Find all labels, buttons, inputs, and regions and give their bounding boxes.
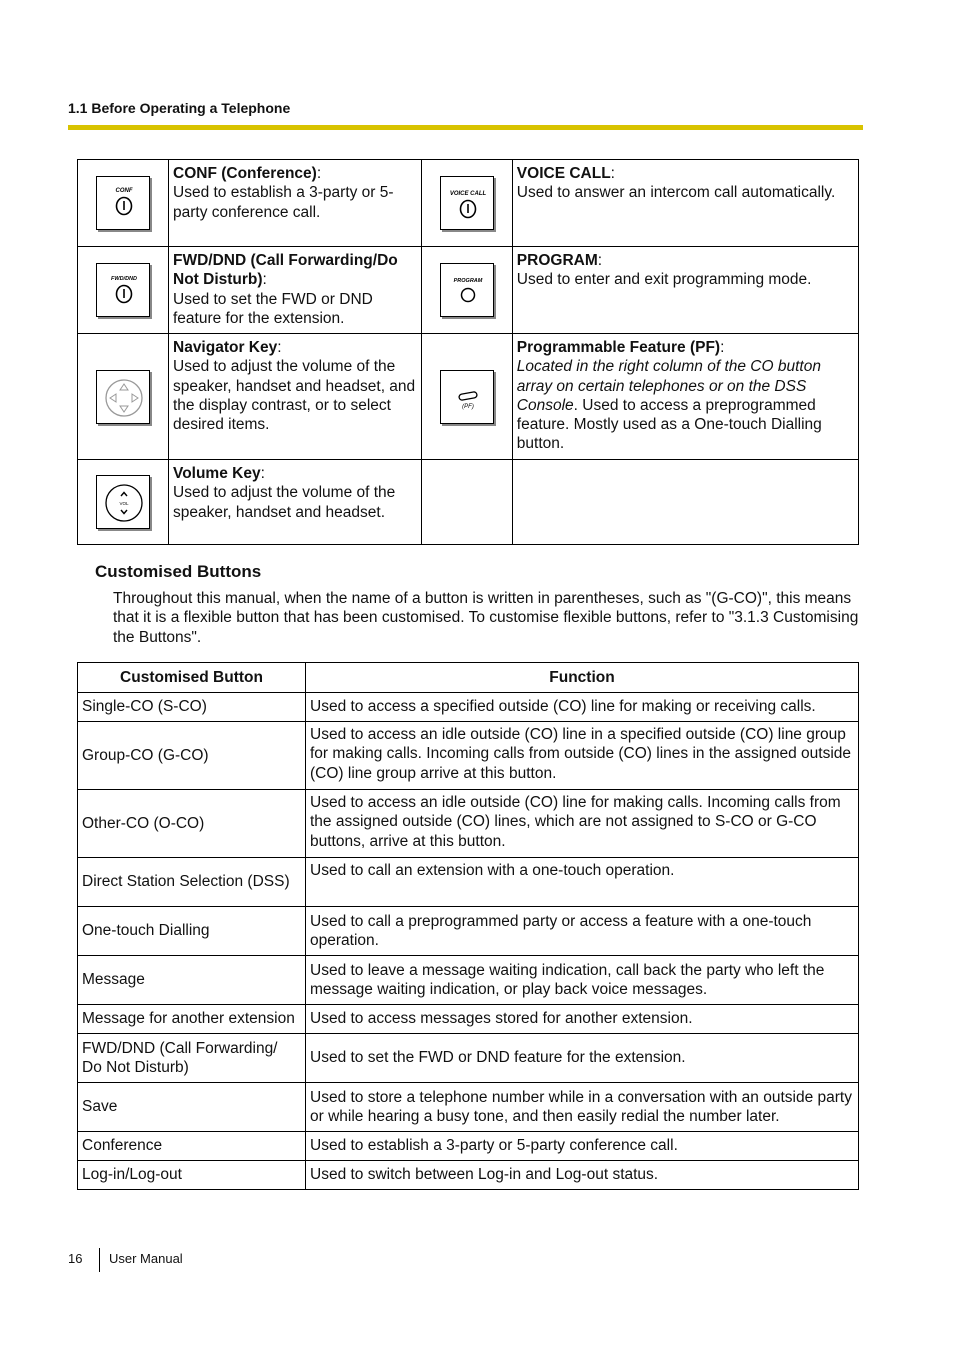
button-name-cell: Save xyxy=(78,1083,306,1132)
table-row xyxy=(78,247,859,334)
column-header: Function xyxy=(306,663,859,693)
table-row xyxy=(78,1161,859,1190)
button-name-cell: Message for another extension xyxy=(78,1005,306,1034)
navigator-description: Navigator Key: Used to adjust the volume of the speaker, handset and headset, and the display contrast, or to select desired items. xyxy=(169,334,422,460)
button-name-cell: Log-in/Log-out xyxy=(78,1161,306,1190)
table-row xyxy=(78,1083,859,1132)
column-header: Customised Button xyxy=(78,663,306,693)
function-cell: Used to access an idle outside (CO) line for making calls. Incoming calls from the assigned outside (CO) lines, which are not assigned to S-CO or G-CO buttons, arrive at this button. xyxy=(306,790,859,858)
buttons-table xyxy=(77,159,859,545)
header-rule xyxy=(68,125,863,130)
conf-description: CONF (Conference): Used to establish a 3-party or 5-party conference call. xyxy=(169,160,422,247)
function-cell: Used to access an idle outside (CO) line in a specified outside (CO) line group for making calls. Incoming calls from outside (CO) lines in the assigned outside (CO) line group arrive at this button. xyxy=(306,722,859,790)
fwd-dnd-key-icon xyxy=(96,263,150,317)
customised-buttons-heading: Customised Buttons xyxy=(95,562,262,581)
footer-title: User Manual xyxy=(109,1251,183,1266)
button-name-cell: One-touch Dialling xyxy=(78,907,306,956)
table-row xyxy=(78,693,859,722)
function-cell: Used to switch between Log-in and Log-out status. xyxy=(306,1161,859,1190)
table-row xyxy=(78,1005,859,1034)
button-name-cell: Other-CO (O-CO) xyxy=(78,790,306,858)
table-row xyxy=(78,790,859,858)
empty-cell xyxy=(512,460,858,545)
table-row xyxy=(78,1132,859,1161)
svg-text:CONF: CONF xyxy=(115,188,133,194)
fwd-dnd-description: FWD/DND (Call Forwarding/Do Not Disturb): Used to set the FWD or DND feature for the extension. xyxy=(169,247,422,334)
function-cell: Used to access messages stored for another extension. xyxy=(306,1005,859,1034)
function-cell: Used to call an extension with a one-touch operation. xyxy=(306,858,859,907)
volume-key-icon xyxy=(96,475,150,529)
table-header-row xyxy=(78,663,859,693)
function-cell: Used to establish a 3-party or 5-party conference call. xyxy=(306,1132,859,1161)
table-row xyxy=(78,956,859,1005)
svg-text:PROGRAM: PROGRAM xyxy=(453,278,483,284)
button-name-cell: FWD/DND (Call Forwarding/ Do Not Disturb) xyxy=(78,1034,306,1083)
footer-divider xyxy=(99,1248,100,1272)
svg-text:FWD/DND: FWD/DND xyxy=(111,276,137,282)
function-cell: Used to call a preprogrammed party or access a feature with a one-touch operation. xyxy=(306,907,859,956)
svg-text:VOICE CALL: VOICE CALL xyxy=(449,191,486,197)
pf-key-icon xyxy=(440,370,494,424)
conf-key-icon xyxy=(96,176,150,230)
program-key-icon xyxy=(440,263,494,317)
button-name-cell: Single-CO (S-CO) xyxy=(78,693,306,722)
svg-text:(PF): (PF) xyxy=(461,403,474,410)
customised-buttons-table xyxy=(77,662,859,1190)
function-cell: Used to set the FWD or DND feature for the extension. xyxy=(306,1034,859,1083)
table-row xyxy=(78,160,859,247)
table-row xyxy=(78,907,859,956)
button-name-cell: Group-CO (G-CO) xyxy=(78,722,306,790)
function-cell: Used to store a telephone number while in a conversation with an outside party or while hearing a busy tone, and then easily redial the number later. xyxy=(306,1083,859,1132)
volume-description: Volume Key: Used to adjust the volume of the speaker, handset and headset. xyxy=(169,460,422,545)
page-number: 16 xyxy=(68,1251,83,1266)
program-description: PROGRAM: Used to enter and exit programming mode. xyxy=(512,247,858,334)
button-name-cell: Message xyxy=(78,956,306,1005)
table-row xyxy=(78,334,859,460)
customised-intro: Throughout this manual, when the name of a button is written in parentheses, such as "(G-CO)", this means that it is a flexible button that has been customised. To customise flexible buttons, refer to "3.1.3 Customising the Buttons". xyxy=(113,590,859,646)
function-cell: Used to access a specified outside (CO) line for making or receiving calls. xyxy=(306,693,859,722)
navigator-key-icon xyxy=(96,370,150,424)
table-row xyxy=(78,722,859,790)
section-header: 1.1 Before Operating a Telephone xyxy=(68,100,291,116)
voice-call-description: VOICE CALL: Used to answer an intercom call automatically. xyxy=(512,160,858,247)
button-name-cell: Conference xyxy=(78,1132,306,1161)
empty-cell xyxy=(421,460,512,545)
button-name-cell: Direct Station Selection (DSS) xyxy=(78,858,306,907)
function-cell: Used to leave a message waiting indication, call back the party who left the message waiting indication, or play back voice messages. xyxy=(306,956,859,1005)
table-row xyxy=(78,858,859,907)
pf-description: Programmable Feature (PF): Located in the right column of the CO button array on certain telephones or on the DSS Console. Used to access a preprogrammed feature. Mostly used as a One-touch Dialling button. xyxy=(512,334,858,460)
table-row xyxy=(78,460,859,545)
voice-call-key-icon xyxy=(440,176,494,230)
table-row xyxy=(78,1034,859,1083)
svg-text:VOL: VOL xyxy=(119,501,129,506)
